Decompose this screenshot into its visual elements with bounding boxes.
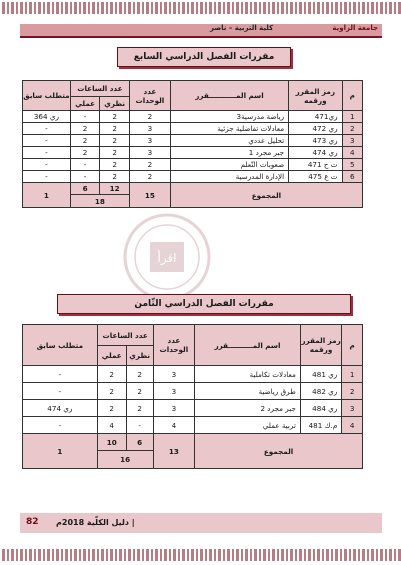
col-header-units: عدد الوحدات: [129, 81, 170, 111]
semester7-table: [22, 80, 363, 208]
col-header-code: رمز المقرر ورقمه: [289, 81, 342, 111]
table-row: 3 ري 484 جبر مجرد 2 3 2 2 ري 474: [23, 400, 363, 417]
total-prereq: 1: [23, 183, 71, 208]
page-footer: [20, 513, 382, 533]
total-label: المجموع: [170, 183, 362, 208]
total-hours: 18: [70, 195, 129, 208]
table-row: 5 ت ح 471 صعوبات التّعلم 2 2 - -: [23, 159, 363, 171]
table-row: 1 ري471 رياضة مدرسية3 2 2 - ري 364: [23, 111, 363, 123]
table-row: 4 م.ك 481 تربية عملي 4 - 4 -: [23, 417, 363, 434]
total-row: [23, 183, 363, 195]
total-theory: 6: [126, 434, 153, 451]
total-label: المجموع: [195, 434, 363, 469]
col-header-code: رمز المقرر ورقمه: [300, 325, 341, 366]
total-hours: 16: [97, 451, 153, 469]
faculty-name: كلية التربية – ناصر: [210, 24, 274, 32]
table-row: 2 ري 472 معادلات تفاضلية جزئية 3 2 2 -: [23, 123, 363, 135]
col-header-num: م: [342, 81, 362, 111]
col-header-theory: نظري: [126, 346, 153, 366]
page-header: [20, 24, 382, 38]
university-name: جامعة الزاوية: [332, 24, 378, 32]
total-units: 15: [129, 183, 170, 208]
total-row: [23, 434, 363, 451]
guide-title: دليل الكلّية 2018م |: [56, 518, 135, 527]
col-header-name: اسم المـــــــــــقرر: [170, 81, 288, 111]
col-header-practical: عملي: [97, 346, 126, 366]
table-row: 1 ري 481 معادلات تكاملية 3 2 2 -: [23, 366, 363, 383]
col-header-hours: عدد الساعات: [70, 81, 129, 97]
col-header-practical: عملي: [70, 97, 100, 111]
page-number: 82: [26, 517, 39, 527]
total-units: 13: [153, 434, 194, 469]
col-header-prereq: متطلب سابق: [23, 325, 98, 366]
total-theory: 12: [100, 183, 130, 195]
total-prereq: 1: [23, 434, 98, 469]
col-header-prereq: متطلب سابق: [23, 81, 71, 111]
col-header-hours: عدد الساعات: [97, 325, 153, 346]
total-practical: 10: [97, 434, 126, 451]
table-row: 2 ري 482 طرق رياضية 3 2 2 -: [23, 383, 363, 400]
col-header-units: عدد الوحدات: [153, 325, 194, 366]
semester8-title: مقررات الفصل الدراسي الثّامن: [57, 294, 351, 314]
bottom-decorative-border: [0, 549, 401, 561]
semester8-table: [22, 324, 363, 469]
col-header-theory: نظري: [100, 97, 130, 111]
table-row: 6 ت ع 475 الإدارة المدرسية 2 2 - -: [23, 171, 363, 183]
total-practical: 6: [70, 183, 100, 195]
table-row: 3 ري 473 تحليل عددي 3 2 2 -: [23, 135, 363, 147]
table-row: 4 ري 474 جبر مجرد 1 3 2 2 -: [23, 147, 363, 159]
col-header-num: م: [342, 325, 363, 366]
university-logo-watermark: [112, 212, 222, 302]
col-header-name: اسم المــــــــــقرر: [195, 325, 301, 366]
top-decorative-border: [0, 2, 401, 14]
watermark-logo-text: اقرأ: [157, 251, 177, 265]
semester7-title: مقررات الفصل الدراسي السابع: [117, 47, 291, 67]
